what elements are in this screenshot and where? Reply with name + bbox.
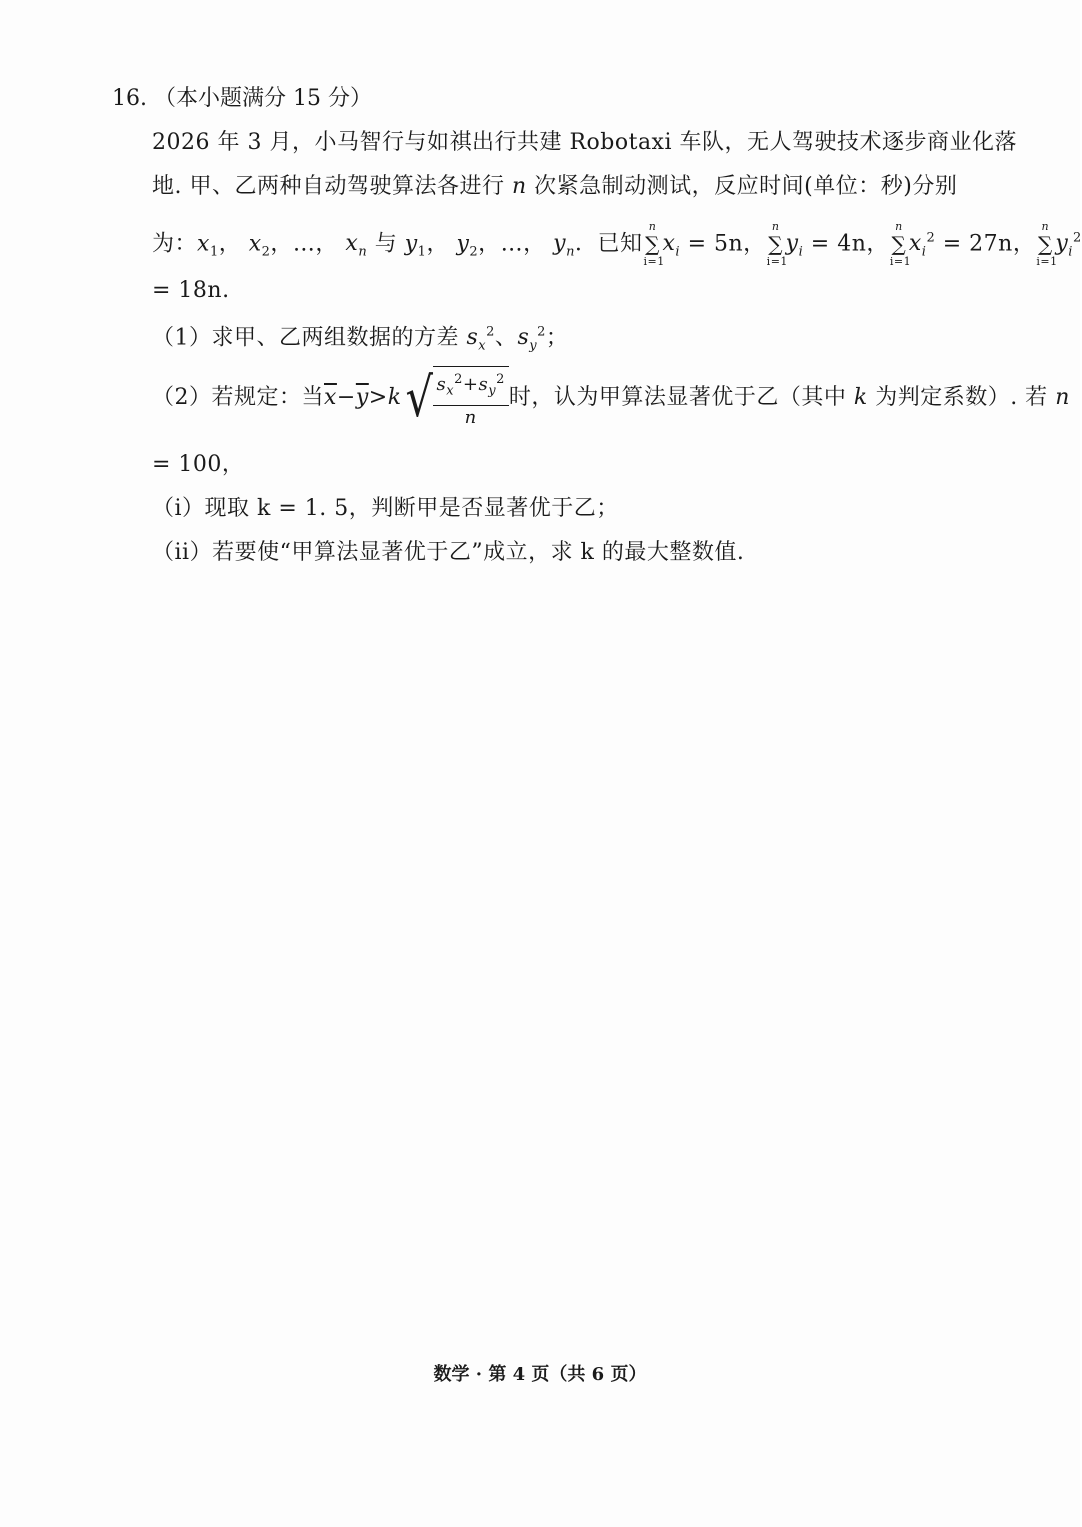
sum-symbol: n ∑ i=1 — [889, 220, 912, 269]
problem-line-2: 地. 甲、乙两种自动驾驶算法各进行 n 次紧急制动测试，反应时间(单位：秒)分别 — [152, 174, 958, 199]
fraction: $\frac{s_x^2+s_y^2}{n}$ — [433, 366, 509, 430]
part-2-ii: （ii）若要使“甲算法显著优于乙”成立，求 k 的最大整数值. — [152, 540, 745, 565]
question-header — [112, 84, 372, 114]
sum-symbol: n ∑ i=1 — [1036, 220, 1058, 269]
sum-symbol: n ∑ i=1 — [766, 220, 788, 269]
sum-symbol: n ∑ i=1 — [643, 220, 665, 269]
problem-line-4: = 18n. — [152, 278, 230, 303]
part-2: （2）若规定：当$\overline{x}-\overline{y}>k√$ $\frac{s_x^2+s_y^2}{n}$ 时，认为甲算法显著优于乙（其中 k 为判定系数）. 若 n — [152, 366, 1070, 429]
part-1: （1）求甲、乙两组数据的方差 $s_x^2$、$s_y^2$； — [152, 325, 569, 354]
part-2-line-2: = 100， — [152, 452, 245, 477]
part-2-i: （i）现取 k = 1. 5，判断甲是否显著优于乙； — [152, 496, 619, 521]
question-number: 16. — [112, 86, 147, 111]
problem-line-1: 2026 年 3 月，小马智行与如祺出行共建 Robotaxi 车队，无人驾驶技术逐步商业化落 — [152, 130, 1017, 155]
page-footer: 数学 · 第 4 页（共 6 页） — [433, 1364, 647, 1385]
problem-line-3: 为：$x_1$， $x_2$，…， $x_n$ 与 $y_1$， $y_2$，…， $y_n$．已知 n ∑ i=1 $x_i = 5n$， n ∑ i=1 $y_i = 4n$， n ∑ i=1 $x_i^2 = 27n$， n ∑ i=1 $y_i^2$ — [152, 220, 1082, 269]
sqrt-icon: √ — [405, 366, 434, 429]
question-score: （本小题满分 15 分） — [154, 86, 372, 111]
